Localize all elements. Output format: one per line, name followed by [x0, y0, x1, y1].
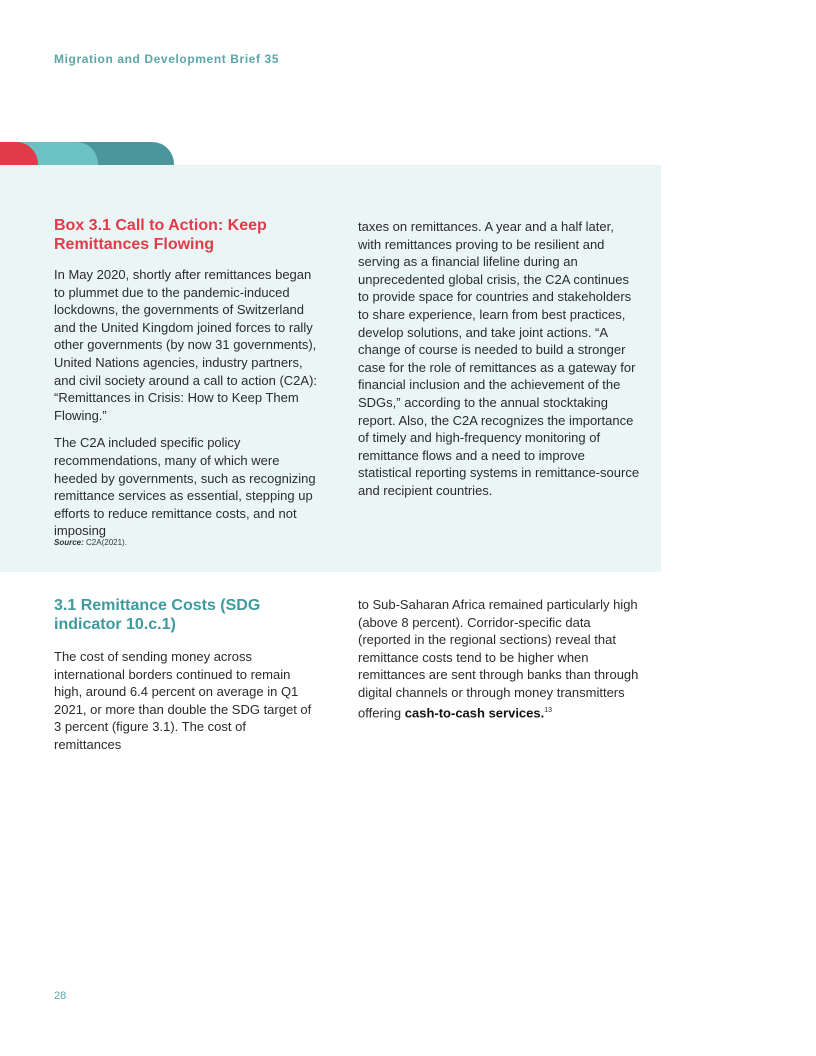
box-source [54, 538, 127, 547]
running-header: Migration and Development Brief 35 [54, 52, 280, 66]
footnote-marker[interactable]: 13 [544, 706, 553, 714]
box-left-column [54, 216, 324, 550]
box-paragraph: taxes on remittances. A year and a half later, with remittances proving to be resilient and serving as a financial lifeline during an unprecedented global crisis, the C2A continues to provide space for countries and stakeholders to share experience, learn from best practices, develop solutions, and take joint actions. “A change of course is needed to build a stronger case for the role of remittances as a gateway for financial inclusion and the achievement of the SDGs,” according to the annual stocktaking report. Also, the C2A recognizes the importance of timely and high-frequency monitoring of remittance flows and a need to improve statistical reporting systems in remittance-source and recipient countries. [358, 219, 640, 498]
box-paragraph: The C2A included specific policy recommendations, many of which were heeded by governments, such as recognizing remittance services as essential, stepping up efforts to reduce remittance costs, and not imposing [54, 435, 316, 539]
source-label: Source: [54, 538, 84, 547]
page-number: 28 [54, 990, 67, 1002]
section-left-column [54, 596, 316, 764]
source-text: C2A(2021). [86, 538, 127, 547]
section-paragraph: The cost of sending money across international borders continued to remain high, around 6.4 percent on average in Q1 2021, or more than double the SDG target of 3 percent (figure 3.1). The cost of remittances [54, 649, 312, 752]
section-paragraph-text: to Sub-Saharan Africa remained particularly high (above 8 percent). Corridor-specific data (reported in the regional sections) reveal that remittance costs tend to be higher when remittances are sent through banks than through digital channels or through money transmitters offering [358, 597, 639, 720]
cash-to-cash-link[interactable]: cash-to-cash services. [404, 704, 545, 720]
box-paragraph: In May 2020, shortly after remittances began to plummet due to the pandemic-induced lockdowns, the governments of Switzerland and the United Kingdom joined forces to rally other governments (by now 31 governments), United Nations agencies, industry partners, and civil society around a call to action (C2A): “Remittances in Crisis: How to Keep Them Flowing.” [54, 267, 318, 423]
section-paragraph [358, 596, 640, 721]
section-title: 3.1 Remittance Costs (SDG indicator 10.c.1) [54, 597, 261, 633]
box-title: Box 3.1 Call to Action: Keep Remittances Flowing [54, 217, 267, 253]
box-right-column [358, 218, 640, 510]
section-right-column [358, 596, 640, 731]
